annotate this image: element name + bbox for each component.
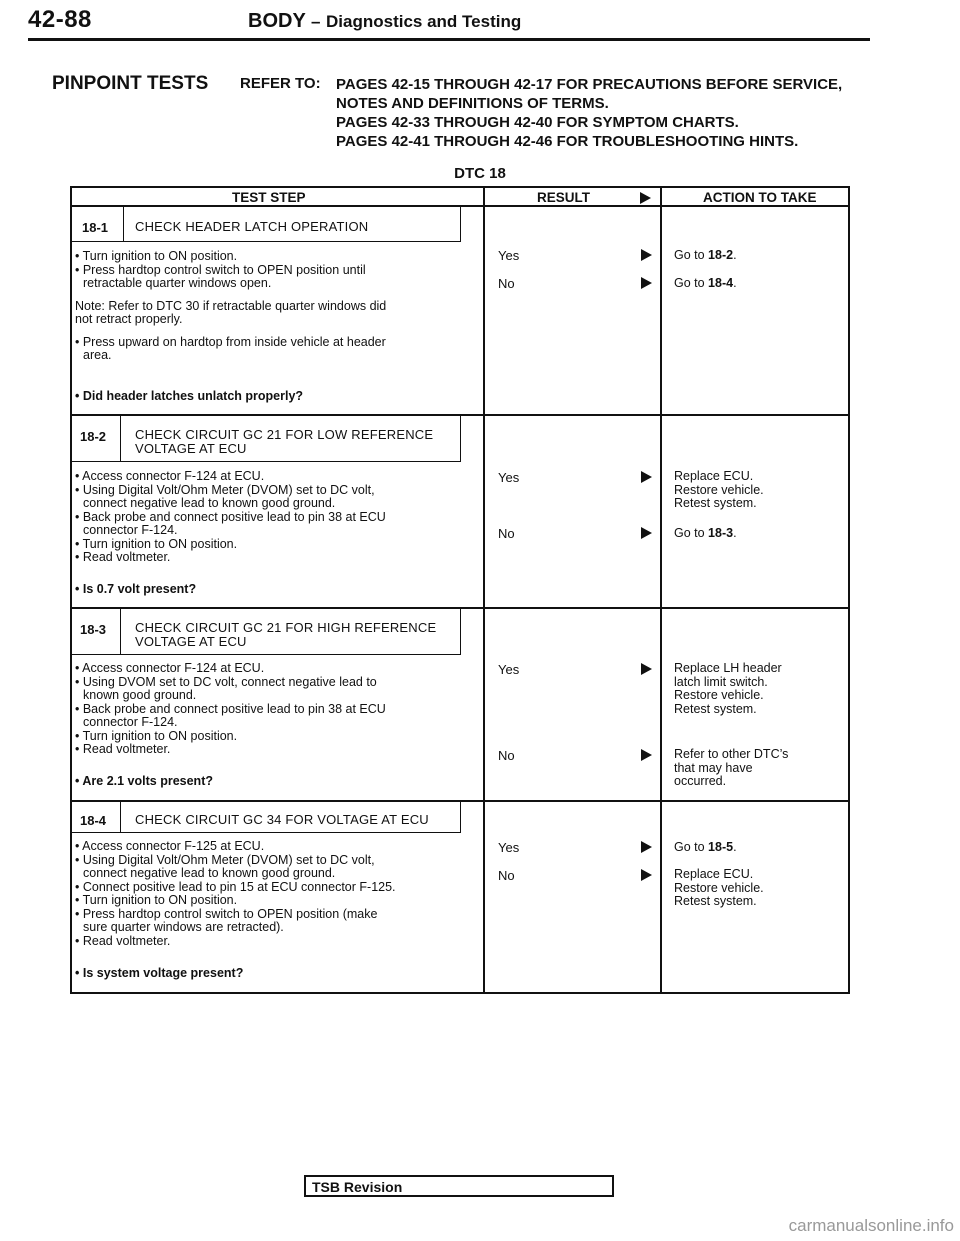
result-no: No xyxy=(498,526,515,541)
column-header-result: RESULT xyxy=(537,190,590,205)
action-line: Replace ECU. xyxy=(674,867,754,881)
action-text xyxy=(674,841,737,855)
instruction-line: connector F-124. xyxy=(83,715,178,729)
action-line: Retest system. xyxy=(674,701,757,716)
action-line: Retest system. xyxy=(674,894,757,908)
action-line: occurred. xyxy=(674,774,727,788)
action-line: Refer to other DTC’s xyxy=(674,747,789,761)
column-divider-action xyxy=(660,186,662,994)
step-title-underline xyxy=(72,654,460,655)
step-title xyxy=(135,813,429,827)
action-line: Restore vehicle. xyxy=(674,482,764,497)
refer-to-label: REFER TO: xyxy=(240,75,321,92)
instruction-line: • Press hardtop control switch to OPEN position (make xyxy=(75,906,378,921)
step-instructions xyxy=(75,470,386,565)
arrow-right-icon xyxy=(641,527,652,539)
step-number-divider xyxy=(120,802,121,832)
action-prefix: Go to xyxy=(674,840,709,854)
column-header-test-step: TEST STEP xyxy=(232,190,306,205)
arrow-right-icon xyxy=(641,249,652,261)
step-title-underline xyxy=(72,241,460,242)
title-separator: – xyxy=(310,12,321,31)
step-question: • Is system voltage present? xyxy=(75,966,244,980)
instruction-line: connector F-124. xyxy=(83,523,178,537)
pinpoint-tests-title: PINPOINT TESTS xyxy=(52,73,209,94)
section-name: BODY xyxy=(248,10,306,32)
step-instructions xyxy=(75,840,396,948)
action-text xyxy=(674,277,737,291)
step-title-line: CHECK CIRCUIT GC 34 FOR VOLTAGE AT ECU xyxy=(135,812,429,827)
step-title-underline xyxy=(72,461,460,462)
action-prefix: Go to xyxy=(674,248,709,262)
instruction-line: • Using Digital Volt/Ohm Meter (DVOM) set to DC volt, xyxy=(75,852,375,867)
page-number: 42-88 xyxy=(28,6,92,33)
action-step-ref: 18-4 xyxy=(708,276,734,290)
step-title-line: VOLTAGE AT ECU xyxy=(135,634,247,649)
step-instructions xyxy=(75,662,386,757)
step-number-divider xyxy=(120,416,121,461)
instruction-line: • Using DVOM set to DC volt, connect negative lead to xyxy=(75,674,377,689)
step-instructions xyxy=(75,250,386,363)
watermark-text: carmanualsonline.info xyxy=(788,1216,954,1235)
action-suffix: . xyxy=(733,526,737,540)
action-suffix: . xyxy=(733,248,737,262)
instruction-line: • Access connector F-125 at ECU. xyxy=(75,839,265,853)
action-text xyxy=(674,662,782,716)
step-title xyxy=(135,220,368,234)
instruction-line: • Access connector F-124 at ECU. xyxy=(75,661,265,675)
arrow-right-icon xyxy=(640,192,651,204)
action-line: Restore vehicle. xyxy=(674,688,764,702)
section-subtitle: Diagnostics and Testing xyxy=(326,12,522,31)
step-question: • Is 0.7 volt present? xyxy=(75,582,197,596)
step-title-line: CHECK CIRCUIT GC 21 FOR HIGH REFERENCE xyxy=(135,620,437,635)
instruction-line: • Turn ignition to ON position. xyxy=(75,728,238,743)
step-title-box-edge xyxy=(460,609,461,655)
instruction-line: Note: Refer to DTC 30 if retractable quarter windows did xyxy=(75,298,387,313)
step-title-box-edge xyxy=(460,416,461,462)
instruction-line: • Turn ignition to ON position. xyxy=(75,893,238,907)
page-title xyxy=(248,10,521,33)
watermark xyxy=(0,1216,960,1236)
arrow-right-icon xyxy=(641,869,652,881)
result-no: No xyxy=(498,276,515,291)
step-number: 18-1 xyxy=(82,220,109,235)
column-header-action: ACTION TO TAKE xyxy=(703,190,817,205)
action-step-ref: 18-5 xyxy=(708,840,734,854)
step-number: 18-3 xyxy=(80,622,107,637)
action-text xyxy=(674,868,764,909)
instruction-line: not retract properly. xyxy=(75,312,183,326)
column-divider-result xyxy=(483,186,485,994)
dtc-title: DTC 18 xyxy=(454,165,506,182)
instruction-line: • Back probe and connect positive lead to pin 38 at ECU xyxy=(75,509,386,524)
action-line: that may have xyxy=(674,760,753,775)
refer-line: NOTES AND DEFINITIONS OF TERMS. xyxy=(336,95,609,112)
step-number-divider xyxy=(120,609,121,654)
arrow-right-icon xyxy=(641,663,652,675)
tsb-revision-label: TSB Revision xyxy=(312,1179,403,1195)
result-yes: Yes xyxy=(498,662,520,677)
action-suffix: . xyxy=(733,276,737,290)
instruction-line: • Press hardtop control switch to OPEN position until xyxy=(75,262,366,277)
instruction-line: • Access connector F-124 at ECU. xyxy=(75,469,265,483)
action-line: Restore vehicle. xyxy=(674,880,764,895)
instruction-line: • Press upward on hardtop from inside vehicle at header xyxy=(75,334,386,349)
instruction-line: connect negative lead to known good ground. xyxy=(83,496,336,510)
instruction-line: retractable quarter windows open. xyxy=(83,276,272,290)
result-yes: Yes xyxy=(498,248,520,263)
instruction-line: • Read voltmeter. xyxy=(75,933,171,948)
action-text xyxy=(674,470,764,511)
refer-line: PAGES 42-33 THROUGH 42-40 FOR SYMPTOM CHARTS. xyxy=(336,114,739,131)
instruction-line: sure quarter windows are retracted). xyxy=(83,920,284,934)
action-step-ref: 18-3 xyxy=(708,526,734,540)
action-line: latch limit switch. xyxy=(674,674,768,689)
instruction-line: connect negative lead to known good ground. xyxy=(83,866,336,880)
step-number: 18-2 xyxy=(80,429,107,444)
action-line: Retest system. xyxy=(674,496,757,510)
result-yes: Yes xyxy=(498,840,520,855)
arrow-right-icon xyxy=(641,749,652,761)
step-title-underline xyxy=(72,832,460,833)
arrow-right-icon xyxy=(641,277,652,289)
tsb-revision-box xyxy=(304,1175,614,1197)
result-no: No xyxy=(498,748,515,763)
instruction-line: • Read voltmeter. xyxy=(75,550,171,564)
instruction-line: • Turn ignition to ON position. xyxy=(75,536,238,551)
action-line: Replace LH header xyxy=(674,661,782,675)
step-title-box-edge xyxy=(460,802,461,833)
refer-to-list xyxy=(336,75,842,151)
arrow-right-icon xyxy=(641,841,652,853)
step-title xyxy=(135,621,436,649)
instruction-line: • Turn ignition to ON position. xyxy=(75,249,238,263)
step-question: • Did header latches unlatch properly? xyxy=(75,389,304,403)
instruction-line: • Back probe and connect positive lead to pin 38 at ECU xyxy=(75,701,386,716)
action-text xyxy=(674,748,788,789)
result-no: No xyxy=(498,868,515,883)
step-title-line: CHECK HEADER LATCH OPERATION xyxy=(135,219,369,234)
action-prefix: Go to xyxy=(674,276,709,290)
instruction-line: • Using Digital Volt/Ohm Meter (DVOM) set to DC volt, xyxy=(75,482,375,497)
refer-line: PAGES 42-15 THROUGH 42-17 FOR PRECAUTIONS BEFORE SERVICE, xyxy=(336,76,843,93)
action-suffix: . xyxy=(733,840,737,854)
action-text xyxy=(674,527,737,541)
arrow-right-icon xyxy=(641,471,652,483)
action-text xyxy=(674,249,737,263)
header-rule xyxy=(28,38,870,41)
action-step-ref: 18-2 xyxy=(708,248,734,262)
step-title xyxy=(135,428,433,456)
step-title-box-edge xyxy=(460,207,461,242)
instruction-line: known good ground. xyxy=(83,688,197,702)
step-question: • Are 2.1 volts present? xyxy=(75,774,213,788)
step-number: 18-4 xyxy=(80,813,107,828)
action-prefix: Go to xyxy=(674,526,709,540)
refer-line: PAGES 42-41 THROUGH 42-46 FOR TROUBLESHOOTING HINTS. xyxy=(336,133,799,150)
action-line: Replace ECU. xyxy=(674,469,754,483)
step-number-divider xyxy=(123,207,124,241)
instruction-line: area. xyxy=(83,348,112,362)
result-yes: Yes xyxy=(498,470,520,485)
step-title-line: CHECK CIRCUIT GC 21 FOR LOW REFERENCE xyxy=(135,427,434,442)
instruction-line: • Read voltmeter. xyxy=(75,742,171,756)
instruction-line: • Connect positive lead to pin 15 at ECU connector F-125. xyxy=(75,879,396,894)
step-title-line: VOLTAGE AT ECU xyxy=(135,441,247,456)
